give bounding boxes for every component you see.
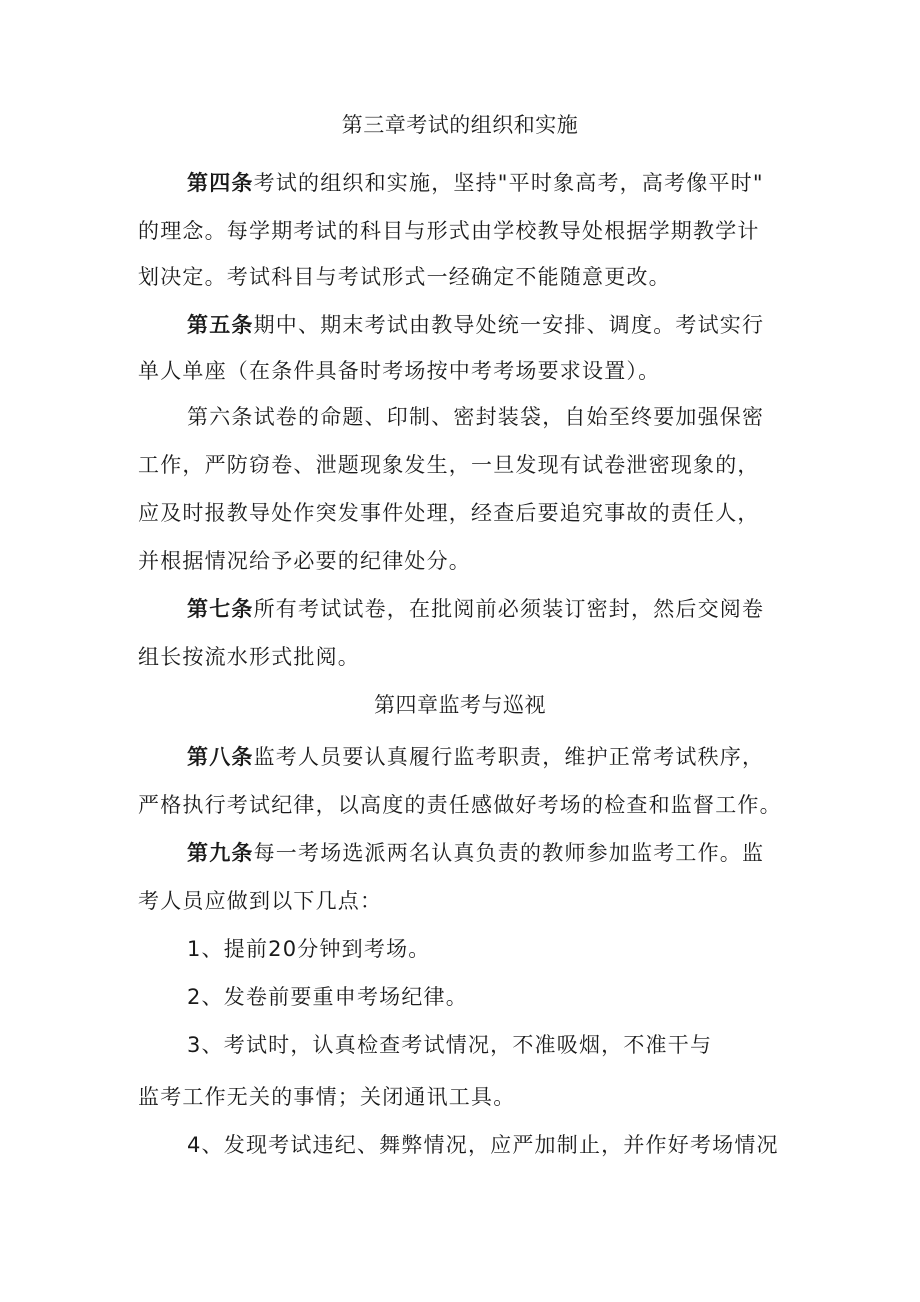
list-item-1: 1、提前20分钟到考场。 <box>187 937 431 961</box>
article-8-line-2: 严格执行考试纪律，以高度的责任感做好考场的检查和监督工作。 <box>138 793 782 817</box>
article-9-line-2: 考人员应做到以下几点： <box>138 889 383 913</box>
article-7-line-2: 组长按流水形式批阅。 <box>138 645 360 669</box>
article-8-text-1: 监考人员要认真履行监考职责，维护正常考试秩序， <box>253 745 765 769</box>
list-item-4: 4、发现考试违纪、舞弊情况，应严加制止，并作好考场情况 <box>187 1133 779 1157</box>
list-item-3-line-1: 3、考试时，认真检查考试情况，不准吸烟，不准干与 <box>187 1033 713 1057</box>
article-9-label: 第九条 <box>187 841 254 865</box>
article-7-line-1 <box>187 596 797 622</box>
article-7-text-1: 所有考试试卷，在批阅前必须装订密封，然后交阅卷 <box>253 597 765 621</box>
article-5-line-1 <box>187 312 797 338</box>
article-6-line-4: 并根据情况给予必要的纪律处分。 <box>138 549 471 573</box>
list-item-2: 2、发卷前要重申考场纪律。 <box>187 985 468 1009</box>
article-4-line-2: 的理念。每学期考试的科目与形式由学校教导处根据学期教学计 <box>138 219 760 243</box>
article-9-line-1 <box>187 840 797 866</box>
article-8-line-1 <box>187 744 797 770</box>
article-8-label: 第八条 <box>187 745 254 769</box>
article-5-label: 第五条 <box>187 313 254 337</box>
chapter-4-heading: 第四章监考与巡视 <box>374 693 546 717</box>
article-9-text-1: 每一考场选派两名认真负责的教师参加监考工作。监 <box>253 841 765 865</box>
article-6-line-2: 工作，严防窃卷、泄题现象发生，一旦发现有试卷泄密现象的， <box>138 453 760 477</box>
article-4-label: 第四条 <box>187 171 254 195</box>
article-5-text-1: 期中、期末考试由教导处统一安排、调度。考试实行 <box>253 313 765 337</box>
article-4-text-1: 考试的组织和实施，坚持"平时象高考，高考像平时" <box>253 171 764 195</box>
article-7-label: 第七条 <box>187 597 254 621</box>
article-4-line-3: 划决定。考试科目与考试形式一经确定不能随意更改。 <box>138 265 671 289</box>
list-item-3-line-2: 监考工作无关的事情；关闭通讯工具。 <box>138 1085 516 1109</box>
article-6-line-1: 第六条试卷的命题、印制、密封装袋，自始至终要加强保密 <box>187 405 765 429</box>
article-4-line-1 <box>187 170 797 196</box>
article-5-line-2: 单人单座（在条件具备时考场按中考考场要求设置）。 <box>138 359 661 383</box>
chapter-3-heading: 第三章考试的组织和实施 <box>341 113 579 137</box>
article-6-line-3: 应及时报教导处作突发事件处理，经查后要追究事故的责任人， <box>138 501 760 525</box>
